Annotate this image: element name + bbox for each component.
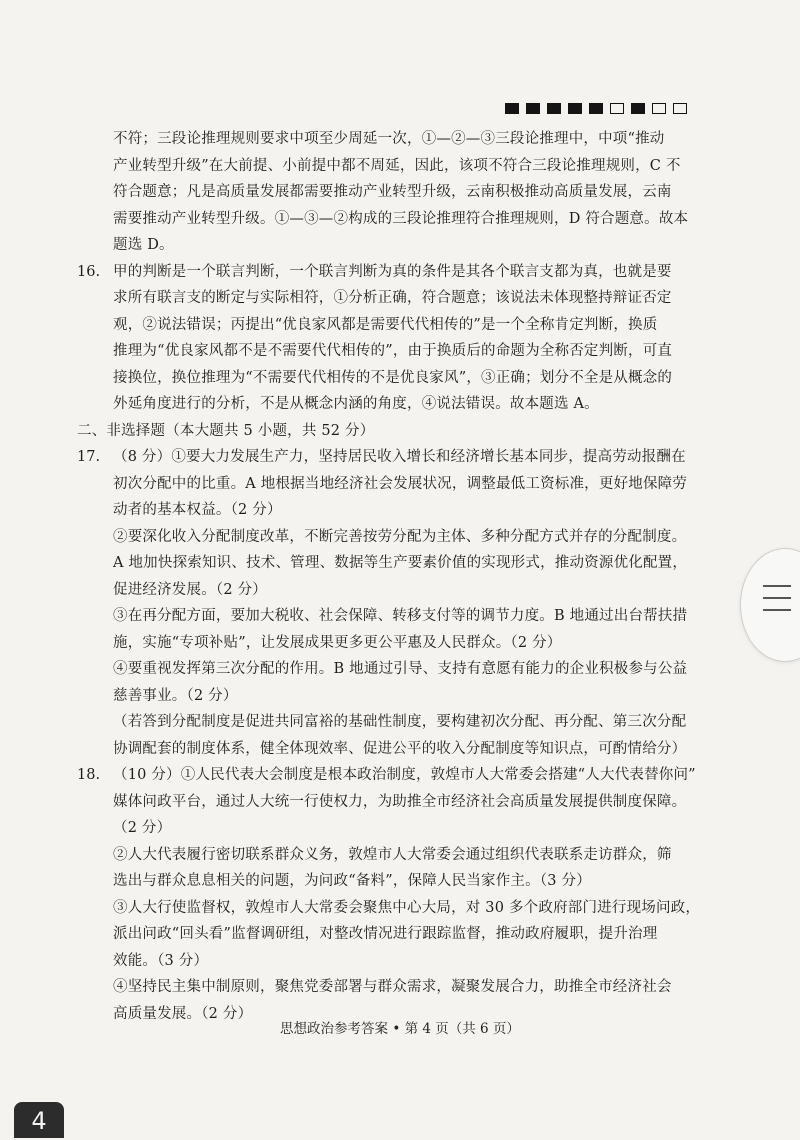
empty-square-mark (610, 103, 624, 114)
text-line: ③人大行使监督权，敦煌市人大常委会聚焦中心大局，对 30 多个政府部门进行现场问政， (113, 899, 701, 916)
text-line: 甲的判断是一个联言判断，一个联言判断为真的条件是其各个联言支都为真，也就是要 (113, 263, 672, 280)
filled-square-mark (505, 103, 519, 114)
question-number: 17. (77, 449, 101, 465)
text-line: ④要重视发挥第三次分配的作用。B 地通过引导、支持有意愿有能力的企业积极参与公益 (113, 661, 688, 677)
text-line: A 地加快探索知识、技术、管理、数据等生产要素价值的实现形式，推动资源优化配置， (113, 555, 688, 571)
text-line: 促进经济发展。（2 分） (113, 581, 267, 598)
question-number: 16. (77, 263, 101, 280)
section-title: 二、非选择题（本大题共 5 小题，共 52 分） (77, 422, 375, 439)
text-line: （10 分）①人民代表大会制度是根本政治制度，敦煌市人大常委会搭建“人大代表替你问” (113, 767, 696, 783)
filled-square-mark (547, 103, 561, 114)
text-line: 不符；三段论推理规则要求中项至少周延一次，①—②—③三段论推理中，中项“推动 (113, 131, 665, 147)
menu-icon (763, 585, 791, 621)
filled-square-mark (589, 103, 603, 114)
filled-square-mark (568, 103, 582, 114)
text-line: 选出与群众息息相关的问题，为问政“备料”，保障人民当家作主。（3 分） (113, 873, 591, 889)
text-line: 施，实施“专项补贴”，让发展成果更多更公平惠及人民群众。（2 分） (113, 634, 562, 651)
text-line: 效能。（3 分） (113, 952, 209, 969)
text-line: 协调配套的制度体系，健全体现效率、促进公平的收入分配制度等知识点，可酌情给分） (113, 740, 687, 757)
text-line: 求所有联言支的断定与实际相符，①分析正确，符合题意；该说法未体现整持辩证否定 (113, 290, 672, 306)
answer-content (77, 126, 701, 1027)
prev-answer-block (113, 126, 693, 259)
question-number: 18. (77, 767, 101, 783)
filled-square-mark (631, 103, 645, 114)
text-line: 观，②说法错误；丙提出“优良家风都是需要代代相传的”是一个全称肯定判断，换质 (113, 316, 658, 333)
progress-marks (505, 103, 687, 114)
text-line: 高质量发展。（2 分） (113, 1005, 253, 1022)
question-17-block (77, 444, 693, 762)
text-line: 派出问政“回头看”监督调研组，对整改情况进行跟踪监督，推动政府履职，提升治理 (113, 926, 658, 942)
text-line: 需要推动产业转型升级。①—③—②构成的三段论推理符合推理规则，D 符合题意。故本 (113, 210, 689, 227)
page-footer: 思想政治参考答案 • 第 4 页（共 6 页） (280, 1021, 520, 1037)
filled-square-mark (526, 103, 540, 114)
question-18-block (77, 762, 701, 1027)
question-16-block (77, 259, 693, 418)
text-line: ④坚持民主集中制原则，聚焦党委部署与群众需求，凝聚发展合力，助推全市经济社会 (113, 979, 672, 995)
text-line: 媒体问政平台，通过人大统一行使权力，为助推全市经济社会高质量发展提供制度保障。 (113, 793, 687, 810)
text-line: 慈善事业。（2 分） (113, 687, 238, 704)
text-line: （若答到分配制度是促进共同富裕的基础性制度，要构建初次分配、再分配、第三次分配 (113, 714, 687, 730)
side-menu-tab[interactable] (740, 548, 800, 662)
text-line: （8 分）①要大力发展生产力，坚持居民收入增长和经济增长基本同步，提高劳动报酬在 (113, 449, 686, 465)
text-line: 初次分配中的比重。A 地根据当地经济社会发展状况，调整最低工资标准，更好地保障劳 (113, 475, 688, 492)
text-line: ②要深化收入分配制度改革，不断完善按劳分配为主体、多种分配方式并存的分配制度。 (113, 528, 687, 545)
text-line: ②人大代表履行密切联系群众义务，敦煌市人大常委会通过组织代表联系走访群众，筛 (113, 846, 672, 863)
text-line: （2 分） (113, 820, 172, 836)
text-line: 动者的基本权益。（2 分） (113, 502, 282, 518)
text-line: 推理为“优良家风都不是不需要代代相传的”，由于换质后的命题为全称否定判断，可直 (113, 343, 673, 359)
text-line: 题选 D。 (113, 237, 174, 253)
text-line: 外延角度进行的分析，不是从概念内涵的角度，④说法错误。故本题选 A。 (113, 396, 599, 412)
empty-square-mark (673, 103, 687, 114)
page-number-badge[interactable]: 4 (14, 1102, 64, 1138)
text-line: 符合题意；凡是高质量发展都需要推动产业转型升级，云南积极推动高质量发展，云南 (113, 184, 672, 200)
text-line: 接换位，换位推理为“不需要代代相传的不是优良家风”，③正确；划分不全是从概念的 (113, 369, 673, 386)
text-line: ③在再分配方面，要加大税收、社会保障、转移支付等的调节力度。B 地通过出台帮扶措 (113, 608, 688, 624)
text-line: 产业转型升级”在大前提、小前提中都不周延，因此，该项不符合三段论推理规则，C 不 (113, 157, 681, 174)
empty-square-mark (652, 103, 666, 114)
